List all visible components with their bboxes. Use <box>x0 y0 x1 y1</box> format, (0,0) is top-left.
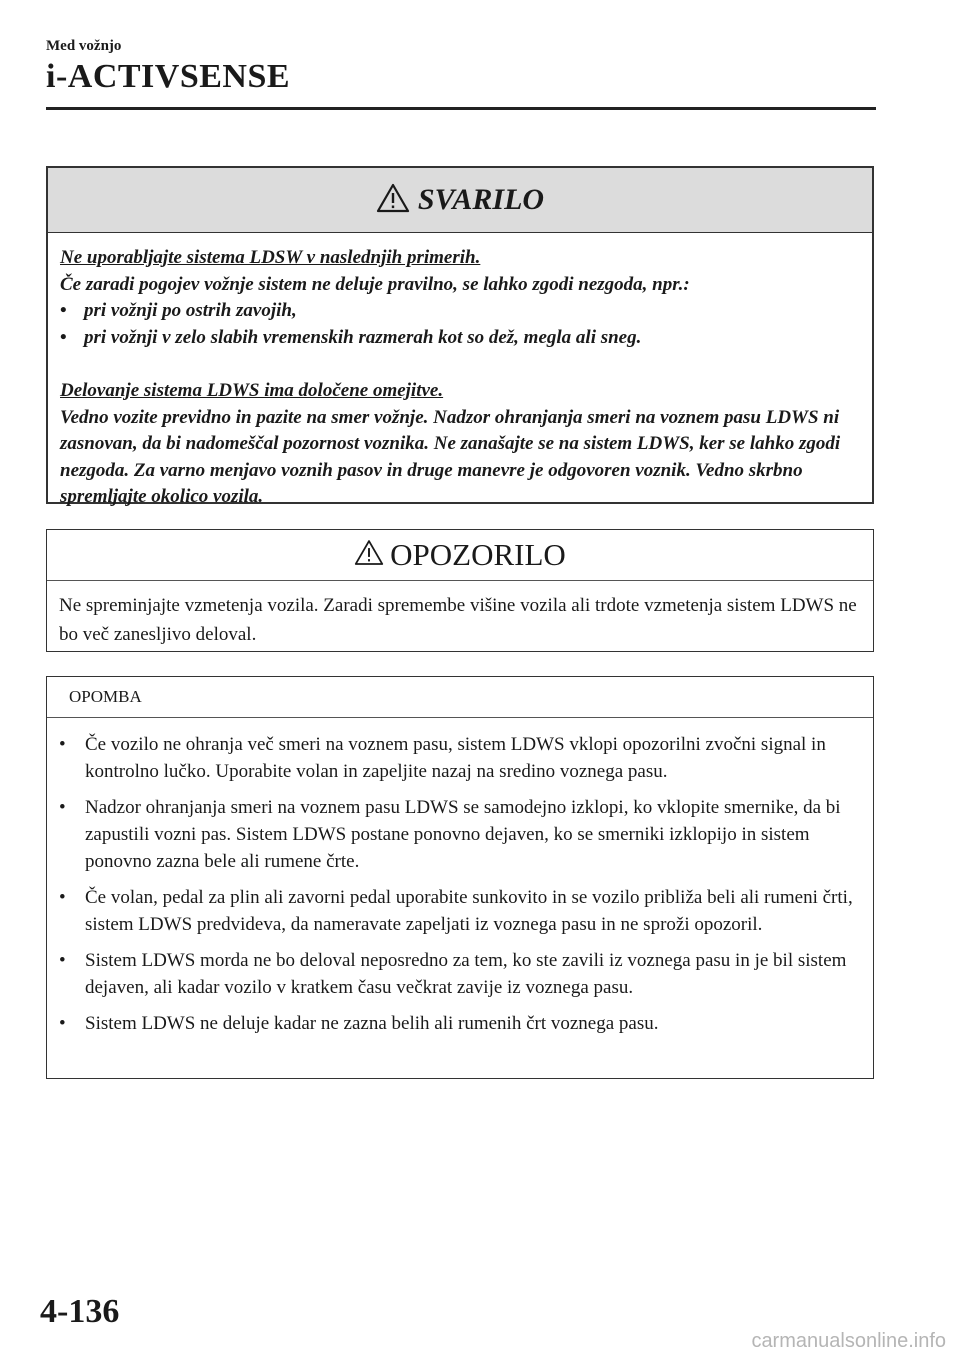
note-item <box>59 1010 859 1037</box>
warning-box-header <box>48 168 872 233</box>
bullet-mark: • <box>59 950 66 971</box>
bullet-mark: • <box>59 797 66 818</box>
section-label: Med vožnjo <box>46 38 122 54</box>
note-item-text: Nadzor ohranjanja smeri na voznem pasu LDWS se samodejno izklopi, ko vklopite smernike, da bi zapustili vozni pas. Sistem LDWS postane ponovno dejaven, ko se smerniki izklopijo in sistem ponovno zazna bele ali rumene črte. <box>85 797 841 872</box>
watermark: carmanualsonline.info <box>751 1330 946 1352</box>
warning-triangle-icon <box>354 539 384 571</box>
caution-box-title: OPOZORILO <box>390 537 566 572</box>
note-box-body <box>47 718 873 1037</box>
note-item-text: Sistem LDWS morda ne bo deloval neposredno za tem, ko ste zavili iz voznega pasu in je bil sistem dejaven, ali kadar vozilo v kratkem času večkrat zavije iz voznega pasu. <box>85 950 847 998</box>
note-box-title: OPOMBA <box>47 677 873 718</box>
page-title: i-ACTIVSENSE <box>46 58 291 95</box>
warning-bullet-text: pri vožnji po ostrih zavojih, <box>84 300 297 321</box>
note-item-text: Če volan, pedal za plin ali zavorni pedal uporabite sunkovito in se vozilo približa beli ali rumeni črti, sistem LDWS predvideva, da nameravate zapeljati iz voznega pasu in ne sproži opozoril. <box>85 887 853 935</box>
bullet-mark: • <box>59 887 66 908</box>
warning-text-2: Vedno vozite previdno in pazite na smer vožnje. Nadzor ohranjanja smeri na voznem pasu LDWS ni zasnovan, da bi nadomeščal pozornost voznika. Ne zanašajte se na sistem LDWS, ker se lahko zgodi nezgoda. Za varno menjavo voznih pasov in druge manevre je odgovoren voznik. Vedno skrbno spremljajte okolico vozila. <box>60 406 841 507</box>
note-item-text: Sistem LDWS ne deluje kadar ne zazna belih ali rumenih črt voznega pasu. <box>85 1013 659 1034</box>
warning-bullet <box>60 298 858 325</box>
warning-triangle-icon <box>376 183 410 218</box>
bullet-mark: • <box>60 300 67 321</box>
note-item <box>59 794 859 875</box>
note-item <box>59 731 859 785</box>
bullet-mark: • <box>59 1013 66 1034</box>
warning-box-body <box>48 233 872 511</box>
caution-box <box>46 529 874 652</box>
page-number: 4-136 <box>40 1293 120 1330</box>
warning-bullet <box>60 325 858 352</box>
warning-heading-1: Ne uporabljajte sistema LDSW v naslednjih primerih. <box>60 247 481 268</box>
warning-heading-2: Delovanje sistema LDWS ima določene omejitve. <box>60 380 444 401</box>
warning-bullet-text: pri vožnji v zelo slabih vremenskih razmerah kot so dež, megla ali sneg. <box>84 326 642 348</box>
note-item <box>59 884 859 938</box>
note-box <box>46 676 874 1079</box>
caution-box-body: Ne spreminjajte vzmetenja vozila. Zaradi spremembe višine vozila ali trdote vzmetenja sistem LDWS ne bo več zanesljivo deloval. <box>59 595 857 645</box>
note-item-text: Če vozilo ne ohranja več smeri na voznem pasu, sistem LDWS vklopi opozorilni zvočni signal in kontrolno lučko. Uporabite volan in zapeljite nazaj na sredino voznega pasu. <box>85 734 826 782</box>
bullet-mark: • <box>59 734 66 755</box>
note-item <box>59 947 859 1001</box>
warning-box-title: SVARILO <box>417 183 545 216</box>
caution-box-header <box>47 530 873 581</box>
warning-text-1: Če zaradi pogojev vožnje sistem ne deluje pravilno, se lahko zgodi nezgoda, npr.: <box>60 273 690 295</box>
title-rule <box>46 107 876 110</box>
bullet-mark: • <box>60 326 67 348</box>
warning-box <box>46 166 874 507</box>
